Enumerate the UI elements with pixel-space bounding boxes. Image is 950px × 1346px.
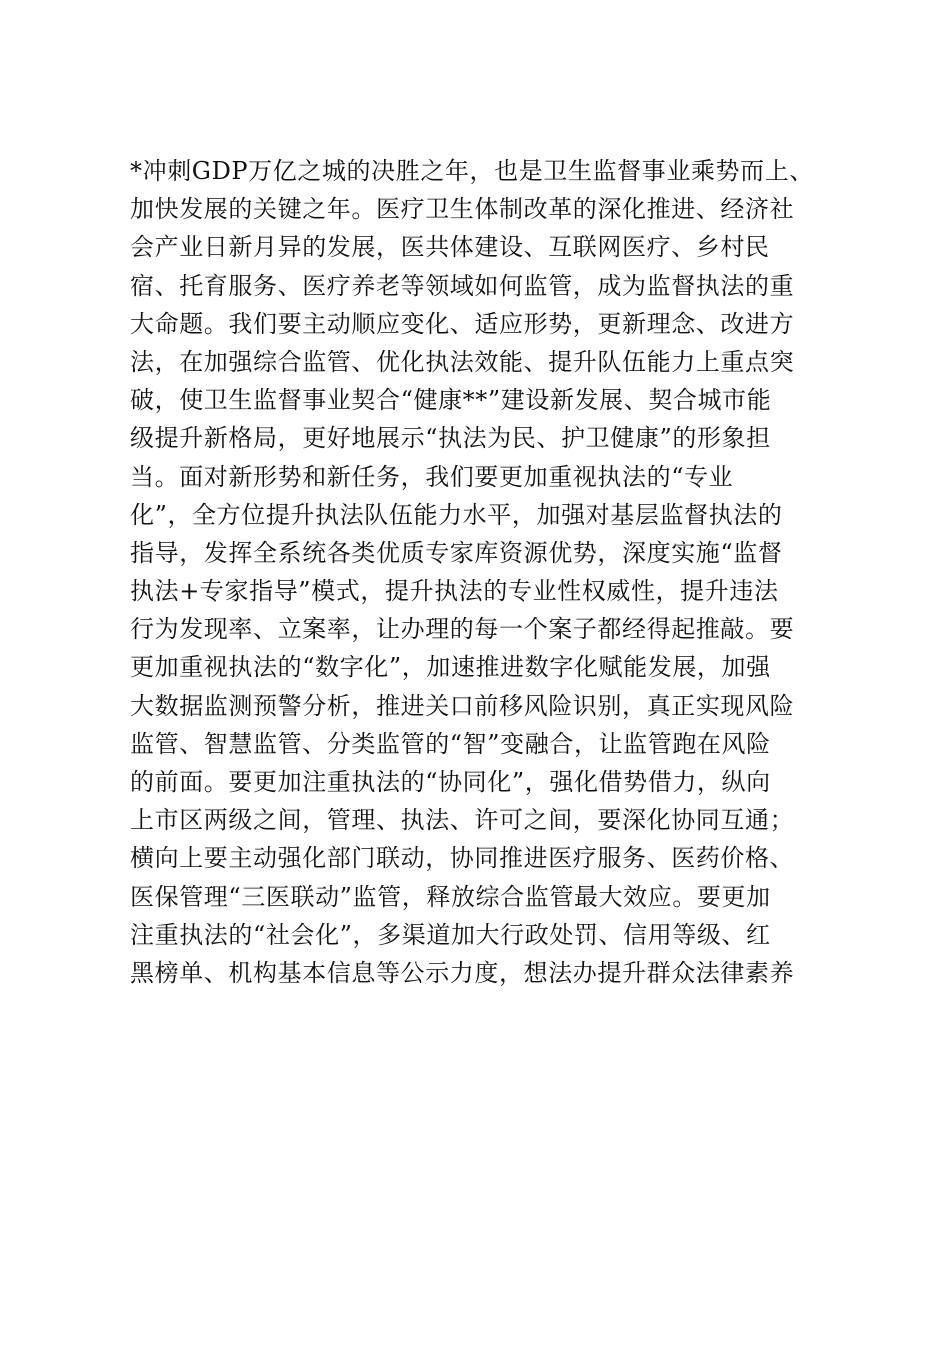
text-line: 大数据监测预警分析，推进关口前移风险识别，真正实现风险 [130,691,795,720]
text-line: 注重执法的“社会化”，多渠道加大行政处罚、信用等级、红 [130,920,771,949]
body-paragraph [130,152,830,992]
text-line: 大命题。我们要主动顺应变化、适应形势，更新理念、改进方 [130,309,795,338]
text-line: 破，使卫生监督事业契合“健康**”建设新发展、契合城市能 [130,386,772,415]
text-line: 监管、智慧监管、分类监管的“智”变融合，让监管跑在风险 [130,729,771,758]
text-line: 当。面对新形势和新任务，我们要更加重视执法的“专业 [130,462,734,491]
text-line: 医保管理“三医联动”监管，释放综合监管最大效应。要更加 [130,882,771,911]
text-line: 黑榜单、机构基本信息等公示力度，想法办提升群众法律素养 [130,958,795,987]
text-line: 的前面。要更加注重执法的“协同化”，强化借势借力，纵向 [130,768,771,796]
text-line: 加快发展的关键之年。医疗卫生体制改革的深化推进、经济社 [130,195,795,224]
text-line: 执法+专家指导”模式，提升执法的专业性权威性，提升违法 [130,577,779,606]
text-line: 上市区两级之间，管理、执法、许可之间，要深化协同互通； [130,806,795,835]
text-line: 化”，全方位提升执法队伍能力水平，加强对基层监督执法的 [130,500,783,529]
text-line: 指导，发挥全系统各类优质专家库资源优势，深度实施“监督 [130,538,783,567]
text-line: *冲刺GDP万亿之城的决胜之年，也是卫生监督事业乘势而上、 [130,157,814,185]
text-line: 会产业日新月异的发展，医共体建设、互联网医疗、乡村民 [130,233,770,262]
text-line: 行为发现率、立案率，让办理的每一个案子都经得起推敲。要 [130,615,795,644]
text-line: 级提升新格局，更好地展示“执法为民、护卫健康”的形象担 [130,424,771,453]
text-line: 横向上要主动强化部门联动，协同推进医疗服务、医药价格、 [130,844,795,873]
text-line: 更加重视执法的“数字化”，加速推进数字化赋能发展，加强 [130,653,771,682]
text-line: 宿、托育服务、医疗养老等领域如何监管，成为监督执法的重 [130,271,795,300]
text-line: 法，在加强综合监管、优化执法效能、提升队伍能力上重点突 [130,347,795,376]
